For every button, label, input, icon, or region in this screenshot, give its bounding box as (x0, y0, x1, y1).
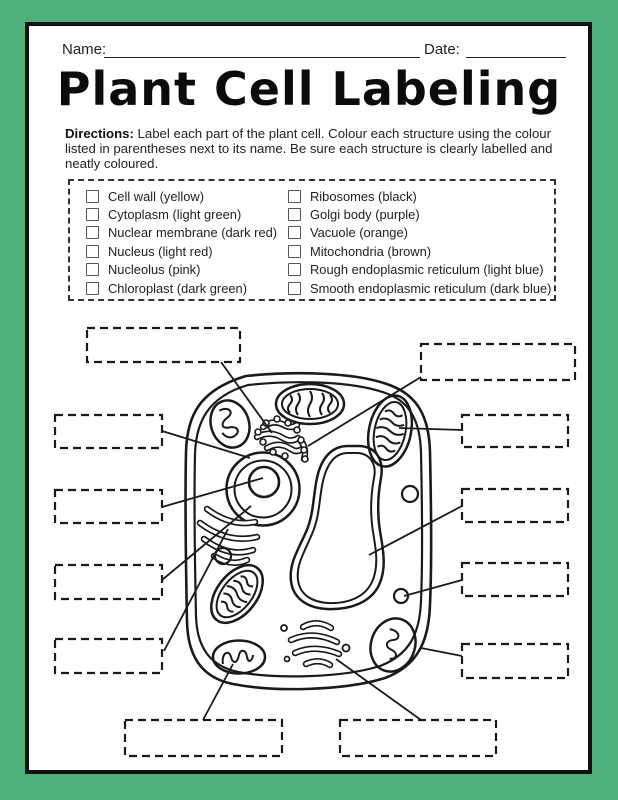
label-box-right-1[interactable] (462, 415, 568, 447)
label-box-bottom-2[interactable] (340, 720, 496, 756)
label-box-bottom-1[interactable] (125, 720, 282, 756)
page-title: Plant Cell Labeling (56, 62, 562, 116)
rough-er (200, 509, 257, 563)
directions-lead: Directions: (65, 126, 134, 141)
chloroplast-top-center (276, 384, 344, 424)
nuclear-membrane-outer (227, 453, 300, 526)
checklist-label: Nuclear membrane (dark red) (108, 225, 278, 241)
checklist-label: Chloroplast (dark green) (108, 280, 247, 296)
checklist-label: Mitochondria (brown) (310, 243, 432, 259)
leader-line-right-3 (404, 580, 462, 596)
label-box-right-3[interactable] (462, 563, 568, 596)
cell-wall-outline (186, 373, 432, 689)
answer-label-boxes (55, 328, 575, 756)
chloroplast-left (201, 556, 273, 633)
label-box-right-2[interactable] (462, 489, 568, 522)
golgi-body (281, 623, 350, 665)
label-box-top-right[interactable] (421, 344, 575, 380)
directions-body: Label each part of the plant cell. Colour each structure using the colour listed in parentheses next to its name. Be sure each structure is clearly labelled and neatly coloured. (65, 126, 553, 171)
leader-line-right-4 (421, 648, 462, 656)
mitochondrion-bottom-left (213, 641, 265, 674)
checklist-label: Nucleus (light red) (108, 243, 213, 259)
leader-line-right-1 (399, 428, 462, 430)
date-label: Date: (424, 41, 460, 58)
checklist-label: Cell wall (yellow) (108, 188, 204, 204)
leader-line-left-2 (162, 478, 263, 507)
vesicle-right-upper (402, 486, 418, 502)
nuclear-membrane-inner (235, 461, 292, 518)
leader-line-top (221, 362, 272, 433)
name-label: Name: (62, 41, 107, 58)
checklist-label: Vacuole (orange) (310, 225, 408, 241)
label-box-left-2[interactable] (55, 490, 162, 523)
label-box-right-4[interactable] (462, 644, 568, 678)
checklist-label: Cytoplasm (light green) (108, 207, 242, 223)
nucleus (227, 453, 300, 526)
label-box-left-4[interactable] (55, 639, 162, 673)
checklist-label: Rough endoplasmic reticulum (light blue) (310, 262, 544, 278)
leader-line-right-2 (369, 506, 462, 555)
label-box-top[interactable] (87, 328, 240, 362)
checklist-label: Ribosomes (black) (310, 188, 417, 204)
checklist-label: Golgi body (purple) (310, 207, 420, 223)
label-box-left-3[interactable] (55, 565, 162, 599)
label-box-left-1[interactable] (55, 415, 162, 448)
nucleolus (249, 467, 279, 497)
checklist-label: Nucleolus (pink) (108, 262, 201, 278)
leader-line-left-4 (164, 529, 228, 651)
checklist-label: Smooth endoplasmic reticulum (dark blue) (310, 280, 552, 296)
vacuole (291, 446, 384, 609)
